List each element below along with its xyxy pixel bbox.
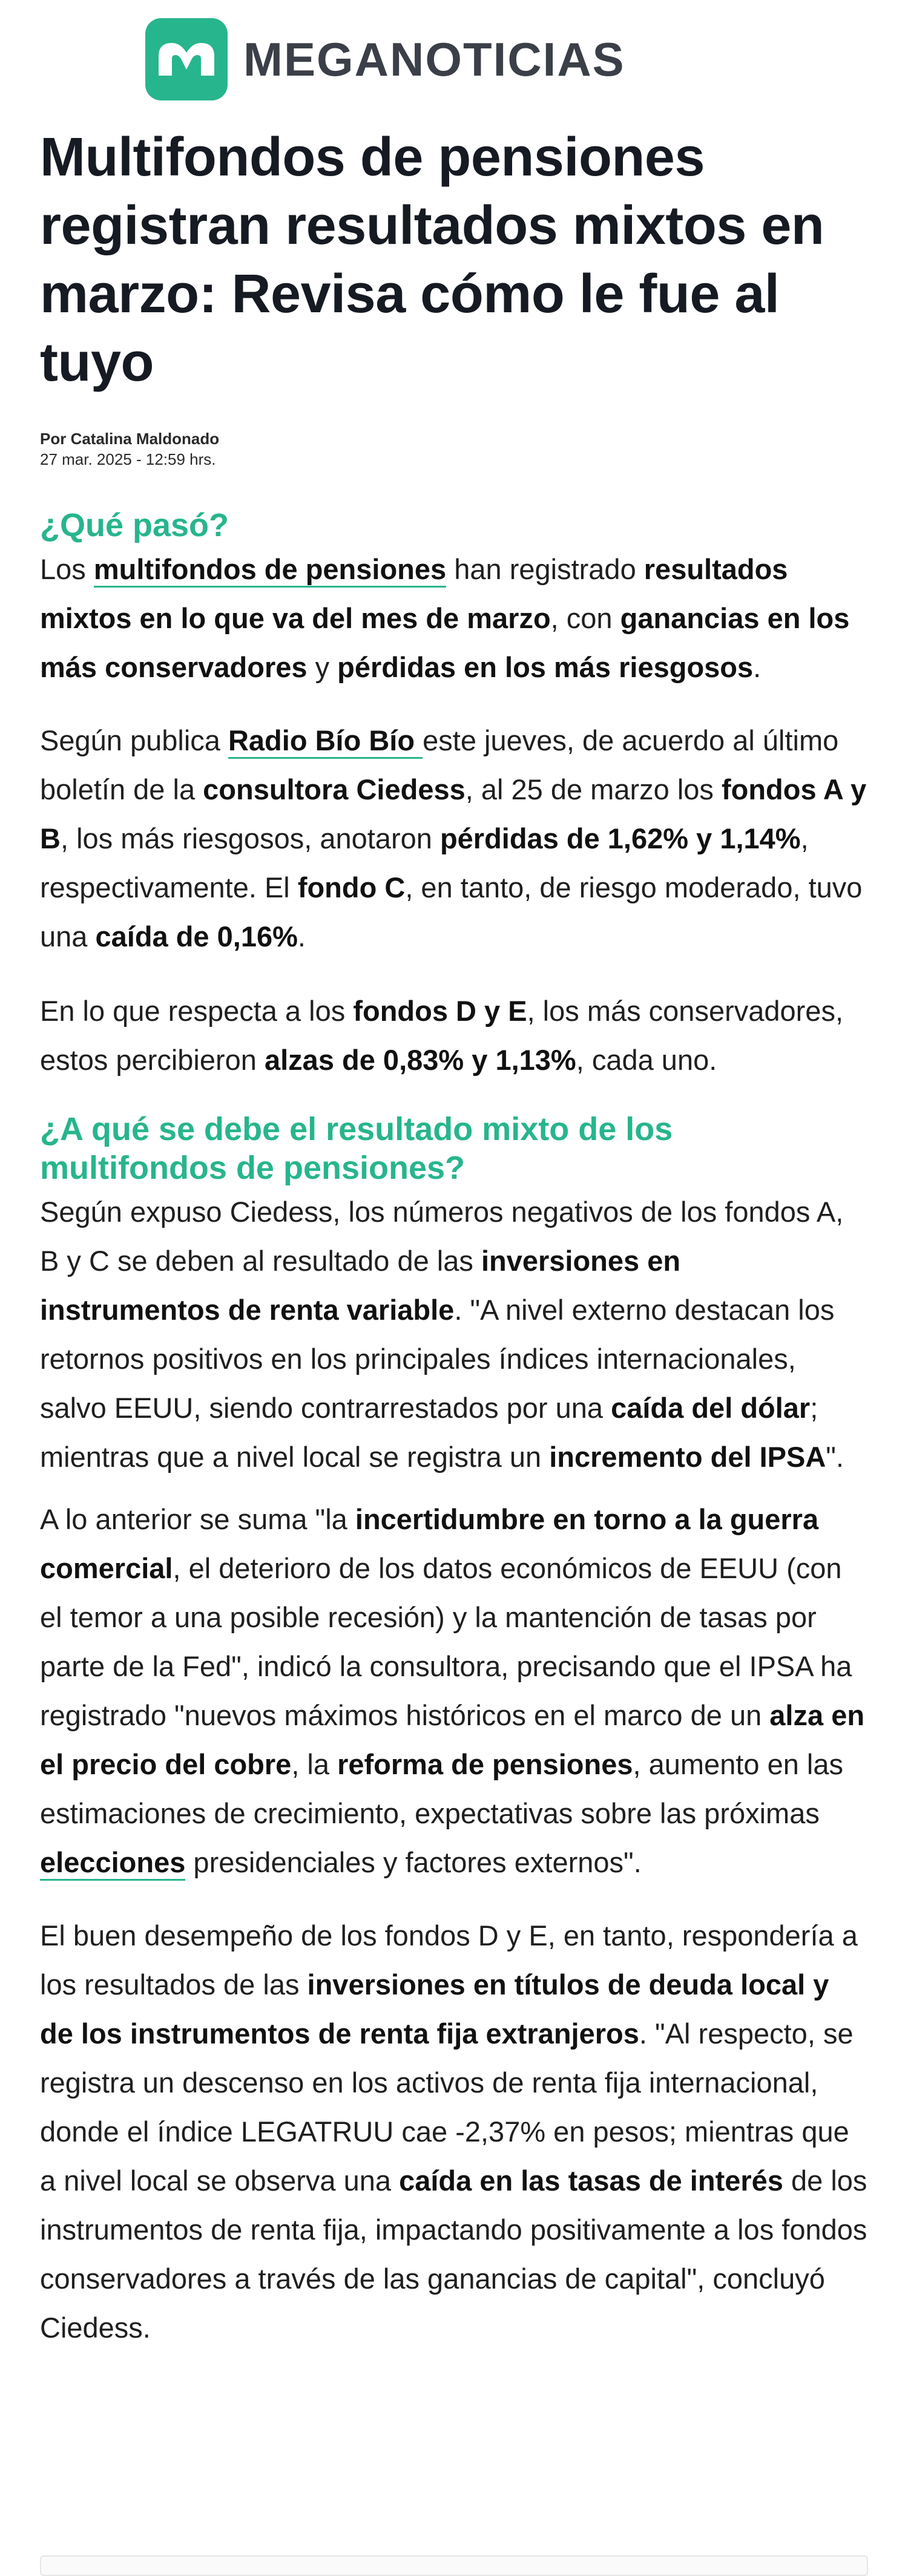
p2-text: Según publica	[40, 724, 228, 756]
p4-text: ; mientras que a nivel local se registra un	[40, 1392, 818, 1473]
p5-text: A lo anterior se suma "la	[40, 1503, 355, 1535]
brand-wordmark[interactable]: MEGANOTICIAS	[243, 33, 625, 86]
section-heading-que-paso: ¿Qué pasó?	[40, 507, 229, 543]
paragraph-4	[40, 1187, 868, 1481]
p4-bold: inversiones en instrumentos de renta variable	[40, 1245, 681, 1326]
site-header	[40, 0, 868, 119]
p2-text: este jueves, de acuerdo al último boletín de la	[40, 724, 839, 805]
paragraph-2	[40, 716, 868, 961]
author-name[interactable]: Por Catalina Maldonado	[40, 430, 220, 448]
p2-bold: fondos A y B	[40, 773, 867, 854]
p1-bold: pérdidas en los más riesgosos	[337, 651, 754, 683]
link-radio-bio-bio[interactable]: Radio Bío Bío	[228, 724, 423, 759]
p5-bold: alza en el precio del cobre	[40, 1699, 865, 1780]
p6-bold: caída en las tasas de interés	[399, 2165, 783, 2197]
p2-text: , respectivamente. El	[40, 822, 809, 903]
p5-text: , aumento en las estimaciones de crecimiento, expectativas sobre las próximas	[40, 1748, 844, 1829]
p2-text: .	[297, 920, 306, 952]
p3-bold: fondos D y E	[353, 995, 527, 1027]
p1-text: Los	[40, 553, 94, 585]
link-multifondos-de-pensiones[interactable]: multifondos de pensiones	[94, 553, 446, 588]
p2-bold: fondo C	[297, 871, 406, 903]
p5-text: , el deterioro de los datos económicos de EEUU (con el temor a una posible recesión) y la mantención de tasas por parte de la Fed", indicó la consultora, precisando que el IPSA ha registrado "nuevos máximos históricos en el marco de un	[40, 1552, 852, 1731]
byline	[40, 428, 868, 470]
p1-text: , con	[550, 602, 620, 634]
p5-text: presidenciales y factores externos".	[185, 1846, 642, 1878]
p5-text: , la	[291, 1748, 338, 1780]
meganoticias-logo-icon[interactable]	[145, 18, 228, 100]
p3-text: , los más conservadores, estos percibieron	[40, 995, 844, 1076]
paragraph-5	[40, 1495, 868, 1887]
p6-bold: inversiones en títulos de deuda local y de los instrumentos de renta fija extranjeros	[40, 1968, 829, 2050]
p4-text: Según expuso Ciedess, los números negativos de los fondos A, B y C se deben al resultado de las	[40, 1196, 844, 1277]
p4-text: ".	[826, 1441, 844, 1473]
p2-text: , al 25 de marzo los	[465, 773, 722, 805]
p3-bold: alzas de 0,83% y 1,13%	[264, 1044, 576, 1076]
p6-text: . "Al respecto, se registra un descenso en los activos de renta fija internacional, donde el índice LEGATRUU cae -2,37% en pesos; mientras que a nivel local se observa una	[40, 2017, 854, 2197]
link-elecciones[interactable]: elecciones	[40, 1846, 185, 1881]
section-heading-a-que-se-debe: ¿A qué se debe el resultado mixto de los multifondos de pensiones?	[40, 1111, 673, 1186]
paragraph-6	[40, 1911, 868, 2352]
p2-bold: caída de 0,16%	[95, 920, 298, 952]
p2-text: , los más riesgosos, anotaron	[60, 822, 440, 854]
logo-m-glyph-icon	[155, 38, 218, 80]
paragraph-1	[40, 545, 868, 692]
next-content-card	[40, 2555, 868, 2576]
p3-text: En lo que respecta a los	[40, 995, 354, 1027]
p1-bold: resultados mixtos en lo que va del mes de marzo	[40, 553, 788, 634]
p6-text: de los instrumentos de renta fija, impactando positivamente a los fondos conservadores a través de las ganancias de capital", concluyó Ciedess.	[40, 2165, 867, 2344]
publish-date: 27 mar. 2025 - 12:59 hrs.	[40, 450, 216, 468]
p1-text: .	[753, 651, 762, 683]
p1-text: han registrado	[446, 553, 644, 585]
paragraph-3	[40, 986, 868, 1084]
p2-bold: consultora Ciedess	[203, 773, 466, 805]
p1-bold: ganancias en los más conservadores	[40, 602, 850, 683]
p4-bold: incremento del IPSA	[549, 1441, 826, 1473]
p1-text: y	[307, 651, 338, 683]
p4-text: . "A nivel externo destacan los retornos positivos en los principales índices internacionales, salvo EEUU, siendo contrarrestados por una	[40, 1294, 835, 1424]
p4-bold: caída del dólar	[611, 1392, 811, 1424]
p3-text: , cada uno.	[576, 1044, 717, 1076]
p2-text: , en tanto, de riesgo moderado, tuvo una	[40, 871, 863, 952]
p2-bold: pérdidas de 1,62% y 1,14%	[439, 822, 801, 854]
p5-bold: incertidumbre en torno a la guerra comercial	[40, 1503, 819, 1584]
p6-text: El buen desempeño de los fondos D y E, en tanto, respondería a los resultados de las	[40, 1919, 858, 2001]
article-title: Multifondos de pensiones registran resultados mixtos en marzo: Revisa cómo le fue al tuyo	[40, 127, 824, 393]
p5-bold: reforma de pensiones	[337, 1748, 633, 1780]
